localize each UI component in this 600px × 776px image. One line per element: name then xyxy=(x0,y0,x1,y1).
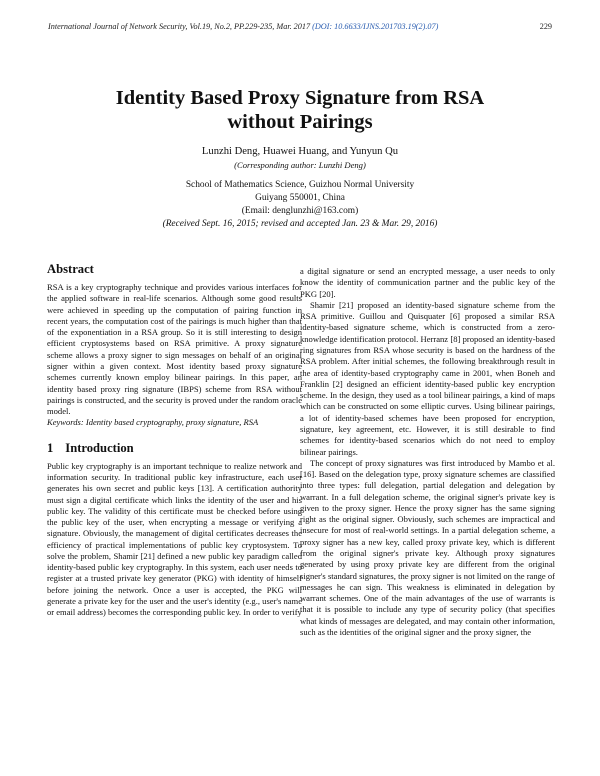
received-dates: (Received Sept. 16, 2015; revised and accepted Jan. 23 & Mar. 29, 2016) xyxy=(162,219,438,229)
author-list: Lunzhi Deng, Huawei Huang, and Yunyun Qu xyxy=(201,146,399,157)
abstract-text: RSA is a key cryptography technique and provides various interfaces for the applied software in real-life scenarios. Although some good results were achieved in speeding up the computation of pairing function in recent years, the computation cost of the pairings is much higher than that of the exponentiation in a RSA group. So it is still interesting to design efficient cryptosystems based on RSA primitive. A proxy signature scheme allows a proxy signer to sign messages on behalf of an original signer within a given context. Most identity based proxy signature schemes currently known employ bilinear pairings. In this paper, an identity based proxy ring signature (IBPS) scheme from RSA without pairings is constructed, and the security is proved under the random oracle model. xyxy=(47,282,302,417)
intro-paragraph-1: Public key cryptography is an important technique to realize network and information security. In traditional public key infrastructure, each user generates his own secret and public keys [13]. A certification authority must sign a digital certificate which links the identity of the user and his public key. The validity of this certificate must be checked before using the public key of the user, when encrypting a message or verifying a signature. Obviously, the management of digital certificates decreases the efficiency of practical implementations of public key cryptosystem. To solve the problem, Shamir [21] defined a new public key paradigm called identity-based public key cryptography. In this system, each user needs to register at a trusted private key generator (PKG) with identity of himself before joining the network. Once a user is accepted, the PKG will generate a private key for the user and the user's identity (e.g., user's name or email address) becomes the corresponding public key. In order to verify xyxy=(47,460,302,618)
page-number: 229 xyxy=(539,22,552,31)
affiliation-city: Guiyang 550001, China xyxy=(255,193,345,203)
running-header xyxy=(48,22,552,31)
doi-link[interactable]: (DOI: 10.6633/IJNS.201703.19(2).07) xyxy=(312,22,439,31)
section-title: Introduction xyxy=(65,440,134,455)
introduction-heading xyxy=(47,441,302,456)
intro-paragraph-3: The concept of proxy signatures was first introduced by Mambo et al. [16]. Based on the delegation type, proxy signature schemes are classified into three types: full delegation, partial delegation and delegation by warrant. In a full delegation scheme, the original signer's private key is given to the proxy signer. Hence the proxy signer has the same signing right as the original signer. Obviously, such schemes are impractical and insecure for most of real-world settings. In a partial delegation scheme, a proxy signer has a new key, called proxy private key, which is different from the original signer's private key. Although proxy signatures generated by using proxy private key are different from the original signer's standard signatures, the proxy signer is not limited on the range of messages he can sign. This weakness is eliminated in delegation by warrant schemes. One of the main advantages of the use of warrants is that it is possible to include any type of security policy (that specifies what kinds of messages are delegated, and may contain other information, such as the identities of the original signer and the proxy signer, the xyxy=(300,457,555,637)
title-line-1: Identity Based Proxy Signature from RSA xyxy=(115,87,485,109)
affiliation-school: School of Mathematics Science, Guizhou Normal University xyxy=(185,180,415,190)
author-email: (Email: denglunzhi@163.com) xyxy=(241,206,359,216)
title-line-2: without Pairings xyxy=(227,111,373,133)
corresponding-author: (Corresponding author: Lunzhi Deng) xyxy=(234,160,366,170)
paper-title xyxy=(60,86,540,134)
keywords: Keywords: Identity based cryptography, proxy signature, RSA xyxy=(47,417,259,428)
intro-paragraph-continued: a digital signature or send an encrypted message, a user needs to only know the identity of communication partner and the public key of the PKG [20]. xyxy=(300,266,555,299)
left-column xyxy=(47,262,302,619)
right-column xyxy=(300,266,555,638)
section-number: 1 xyxy=(47,440,54,455)
intro-paragraph-2: Shamir [21] proposed an identity-based signature scheme from the RSA primitive. Guillou and Quisquater [6] proposed a similar RSA identity-based signature scheme, which is constructed from a zero-knowledge identification protocol. Herranz [8] proposed an identity-based ring signatures from RSA whose security is based on the hardness of the RSA problem. After initial schemes, the following breakthrough result in the area of identity-based cryptography came in 2001, when Boneh and Franklin [2] designed an efficient identity-based public key encryption scheme. In the design, they used as a tool bilinear pairings, a kind of maps which can be constructed on some elliptic curves. Using bilinear pairings, a lot of identity-based schemes have been proposed for encryption, signature, key agreement, etc. However, it is still desirable to find schemes for identity-based scenarios which do not need to employ bilinear pairings. xyxy=(300,299,555,457)
abstract-heading: Abstract xyxy=(47,262,94,276)
affiliation-block xyxy=(0,179,600,231)
journal-citation: International Journal of Network Security, Vol.19, No.2, PP.229-235, Mar. 2017 (DOI: 10.6633/IJNS.201703.19(2).07) xyxy=(48,22,439,31)
